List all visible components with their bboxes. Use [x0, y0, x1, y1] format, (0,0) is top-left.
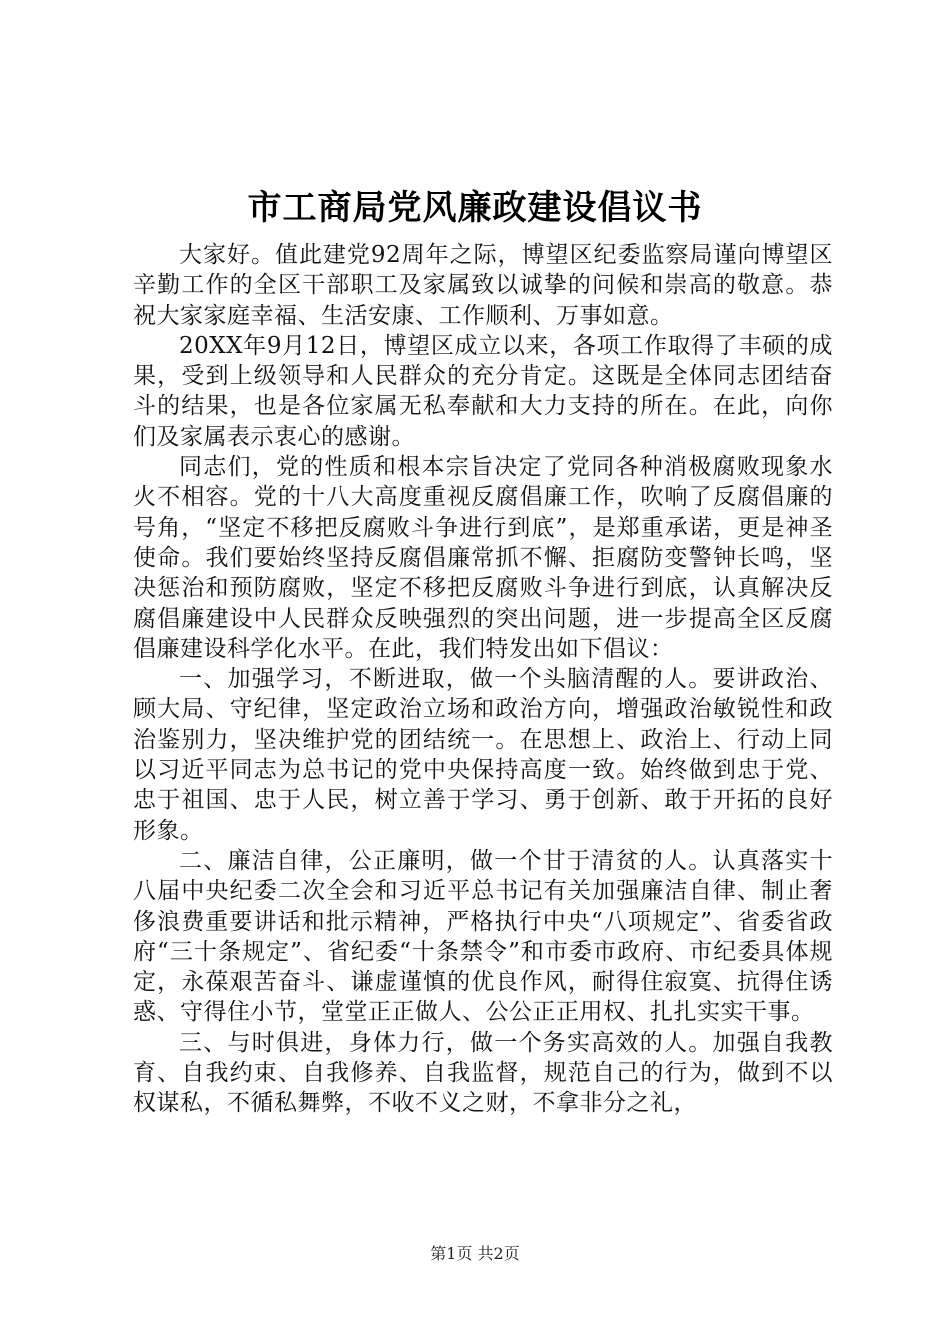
paragraph-item-three: 三、与时俱进，身体力行，做一个务实高效的人。加强自我教育、自我约束、自我修养、自我监督，规范自己的行为，做到不以权谋私，不循私舞弊，不收不义之财，不拿非分之礼，	[133, 1029, 833, 1117]
paragraph-item-two: 二、廉洁自律，公正廉明，做一个甘于清贫的人。认真落实十八届中央纪委二次全会和习近平总书记有关加强廉洁自律、制止奢侈浪费重要讲话和批示精神，严格执行中央“八项规定”、省委省政府“三十条规定”、省纪委“十条禁令”和市委市政府、市纪委具体规定，永葆艰苦奋斗、谦虚谨慎的优良作风，耐得住寂寞、抗得住诱惑、守得住小节，堂堂正正做人、公公正正用权、扎扎实实干事。	[133, 847, 833, 1026]
paragraph-initiative-intro: 同志们，党的性质和根本宗旨决定了党同各种消极腐败现象水火不相容。党的十八大高度重视反腐倡廉工作，吹响了反腐倡廉的号角，“坚定不移把反腐败斗争进行到底”，是郑重承诺，更是神圣使命。我们要始终坚持反腐倡廉常抓不懈、拒腐防变警钟长鸣，坚决惩治和预防腐败，坚定不移把反腐败斗争进行到底，认真解决反腐倡廉建设中人民群众反映强烈的突出问题，进一步提高全区反腐倡廉建设科学化水平。在此，我们特发出如下倡议：	[133, 454, 833, 662]
paragraph-thanks: 20XX年9月12日，博望区成立以来，各项工作取得了丰硕的成果，受到上级领导和人民群众的充分肯定。这既是全体同志团结奋斗的结果，也是各位家属无私奉献和大力支持的所在。在此，向你们及家属表示衷心的感谢。	[133, 332, 833, 450]
document-title: 市工商局党风廉政建设倡议书	[247, 188, 703, 228]
page-number-footer: 第1页 共2页	[430, 1244, 520, 1263]
document-body	[133, 240, 833, 1119]
paragraph-greeting: 大家好。值此建党92周年之际，博望区纪委监察局谨向博望区辛勤工作的全区干部职工及家属致以诚挚的问候和崇高的敬意。恭祝大家家庭幸福、生活安康、工作顺利、万事如意。	[133, 242, 833, 329]
paragraph-item-one: 一、加强学习，不断进取，做一个头脑清醒的人。要讲政治、顾大局、守纪律，坚定政治立场和政治方向，增强政治敏锐性和政治鉴别力，坚决维护党的团结统一。在思想上、政治上、行动上同以习近平同志为总书记的党中央保持高度一致。始终做到忠于党、忠于祖国、忠于人民，树立善于学习、勇于创新、敢于开拓的良好形象。	[133, 666, 833, 844]
